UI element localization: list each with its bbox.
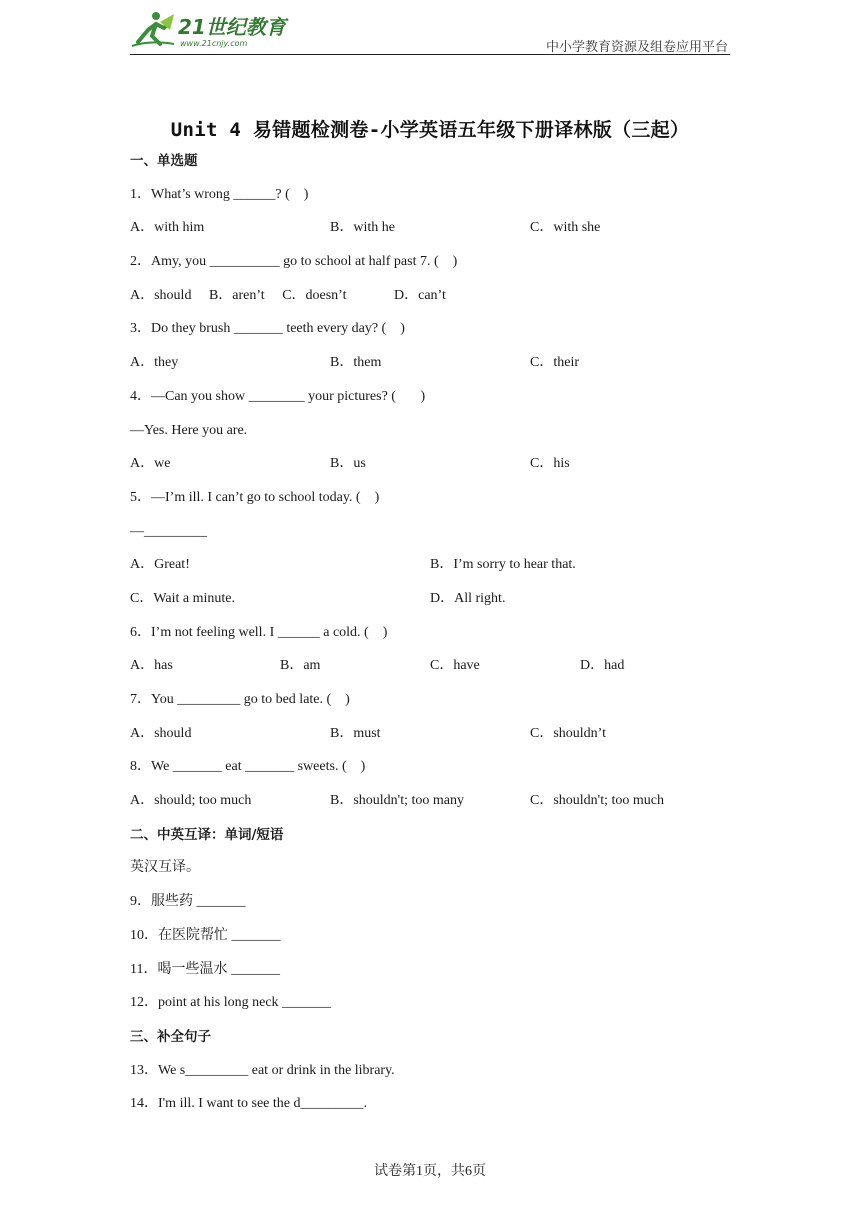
sentence-item: 13．We s_________ eat or drink in the library. xyxy=(130,1062,395,1078)
question-stem: 6．I’m not feeling well. I ______ a cold. ( ) xyxy=(130,624,388,640)
option-a: A．Great! xyxy=(130,557,190,573)
translation-item: 9．服些药 _______ xyxy=(130,894,246,910)
section-heading: 三、补全句子 xyxy=(130,1028,211,1045)
option-row xyxy=(130,553,730,587)
option-b: B．with he xyxy=(330,220,395,236)
option-row xyxy=(130,654,730,688)
translation-item: 12．point at his long neck _______ xyxy=(130,995,332,1011)
option-c: C．shouldn't; too much xyxy=(530,793,664,809)
option-a: A．we xyxy=(130,456,171,472)
svg-text:21世纪教育: 21世纪教育 xyxy=(178,15,286,39)
option-a: A．has xyxy=(130,658,173,674)
question-stem: 4．—Can you show ________ your pictures? ( ) xyxy=(130,388,426,404)
option-row xyxy=(130,452,730,486)
option-d: D．can’t xyxy=(394,287,446,303)
option-row xyxy=(130,351,730,385)
option-b: B．shouldn't; too many xyxy=(330,793,464,809)
section-instruction: 英汉互译。 xyxy=(130,860,200,876)
option-b: B．am xyxy=(280,658,321,674)
option-row xyxy=(130,722,730,756)
svg-text:www.21cnjy.com: www.21cnjy.com xyxy=(180,39,248,48)
sentence-item: 14．I'm ill. I want to see the d_________. xyxy=(130,1096,367,1112)
option-c: C．his xyxy=(530,456,570,472)
page-header xyxy=(0,0,860,60)
option-b: B．aren’t xyxy=(208,287,265,303)
runner-logo-icon xyxy=(130,8,310,50)
option-a: A．should xyxy=(130,725,192,741)
question-reply: —_________ xyxy=(130,523,207,539)
translation-item: 10．在医院帮忙 _______ xyxy=(130,927,281,943)
translation-item: 11．喝一些温水 _______ xyxy=(130,961,280,977)
option-c: C．their xyxy=(530,355,579,371)
option-d: D．All right. xyxy=(430,590,506,606)
option-c: C．have xyxy=(430,658,480,674)
option-row xyxy=(130,284,730,318)
option-b: B．I’m sorry to hear that. xyxy=(430,557,576,573)
section-heading: 二、中英互译：单词/短语 xyxy=(130,826,284,843)
logo xyxy=(130,8,310,50)
platform-name: 中小学教育资源及组卷应用平台 xyxy=(545,39,728,54)
option-a: A．should; too much xyxy=(130,793,252,809)
option-a: A．with him xyxy=(130,220,205,236)
question-stem: 1．What’s wrong ______? ( ) xyxy=(130,186,309,202)
option-b: B．must xyxy=(330,725,381,741)
question-reply: —Yes. Here you are. xyxy=(130,422,248,438)
option-a: A．should xyxy=(130,287,192,303)
option-c: C．shouldn’t xyxy=(530,725,606,741)
option-a: A．they xyxy=(130,355,179,371)
option-c: C．doesn’t xyxy=(282,287,347,303)
page-title: Unit 4 易错题检测卷-小学英语五年级下册译林版（三起） xyxy=(170,119,690,141)
question-stem: 3．Do they brush _______ teeth every day? ( ) xyxy=(130,321,405,337)
option-row xyxy=(130,587,730,621)
question-stem: 5．—I’m ill. I can’t go to school today. ( ) xyxy=(130,489,380,505)
page-footer: 试卷第1页，共6页 xyxy=(374,1164,486,1179)
option-b: B．them xyxy=(330,355,382,371)
option-row xyxy=(130,789,730,823)
option-b: B．us xyxy=(330,456,366,472)
question-stem: 8．We _______ eat _______ sweets. ( ) xyxy=(130,759,366,775)
header-divider xyxy=(130,54,730,55)
question-stem: 2．Amy, you __________ go to school at half past 7. ( ) xyxy=(130,254,458,270)
exam-content xyxy=(130,149,730,1126)
option-row xyxy=(130,216,730,250)
option-c: C．with she xyxy=(530,220,601,236)
option-d: D．had xyxy=(580,658,625,674)
section-heading: 一、单选题 xyxy=(130,153,198,169)
option-c: C．Wait a minute. xyxy=(130,590,236,606)
question-stem: 7．You _________ go to bed late. ( ) xyxy=(130,692,350,707)
